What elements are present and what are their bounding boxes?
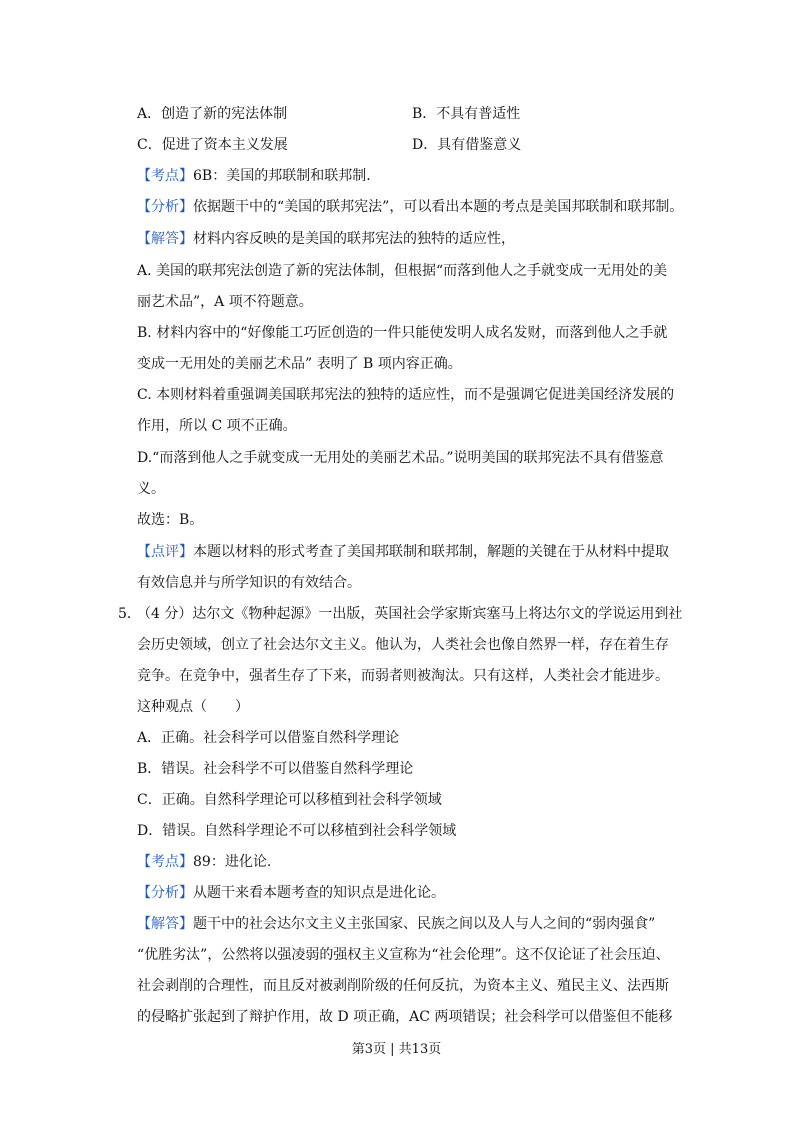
kaodian-tag: 【考点】 <box>137 168 193 184</box>
q5-fenxi-text: 从题干来看本题考查的知识点是进化论。 <box>193 885 445 901</box>
q5-jieda-tag: 【解答】 <box>137 916 193 932</box>
option-a: A．创造了新的宪法体制 <box>137 106 288 122</box>
question-stem-line: 会历史领域，创立了社会达尔文主义。他认为，人类社会也像自然界一样，存在着生存 <box>137 637 669 653</box>
q5-option-a: A．正确。社会科学可以借鉴自然科学理论 <box>137 730 400 746</box>
question-stem-line: 竞争。在竞争中，强者生存了下来，而弱者则被淘汰。只有这样，人类社会才能进步。 <box>137 668 669 684</box>
question-stem-line: 这种观点（ ） <box>137 699 249 715</box>
option-d: D．具有借鉴意义 <box>412 137 522 153</box>
page-footer: 第3页 | 共13页 <box>351 1042 442 1057</box>
jieda-text: 材料内容反映的是美国的联邦宪法的独特的适应性， <box>193 231 515 247</box>
jieda-paragraph-line: 作用，所以 C 项不正确。 <box>137 418 297 434</box>
jieda-tag: 【解答】 <box>137 231 193 247</box>
fenxi-tag: 【分析】 <box>137 199 193 215</box>
q5-jieda-line <box>137 913 655 933</box>
jieda-paragraph-line: 丽艺术品”，A 项不符题意。 <box>137 294 313 310</box>
q5-kaodian-text: 89：进化论. <box>193 854 272 870</box>
dianping-line <box>137 541 669 561</box>
jieda-paragraph-line: B. 材料内容中的“好像能工巧匠创造的一件只能使发明人成名发财，而落到他人之手就 <box>137 325 668 341</box>
q5-option-c: C．正确。自然科学理论可以移植到社会科学领域 <box>137 792 442 808</box>
q5-fenxi-tag: 【分析】 <box>137 885 193 901</box>
kaodian-text: 6B：美国的邦联制和联邦制. <box>193 168 371 184</box>
jieda-paragraph-line: 变成一无用处的美丽艺术品” 表明了 B 项内容正确。 <box>137 356 462 372</box>
q5-option-b: B．错误。社会科学不可以借鉴自然科学理论 <box>137 761 414 777</box>
jieda-paragraph-line: C. 本则材料着重强调美国联邦宪法的独特的适应性，而不是强调它促进美国经济发展的 <box>137 387 675 403</box>
q5-fenxi-line <box>137 882 445 902</box>
q5-jieda-paragraph-line: 社会剥削的合理性，而且反对被剥削阶级的任何反抗，为资本主义、殖民主义、法西斯 <box>137 978 669 994</box>
jieda-line <box>137 228 515 248</box>
q5-jieda-text: 题干中的社会达尔文主义主张国家、民族之间以及人与人之间的“弱肉强食” <box>193 916 656 932</box>
dianping-cont: 有效信息并与所学知识的有效结合。 <box>137 575 361 591</box>
jieda-paragraph-line: A. 美国的联邦宪法创造了新的宪法体制，但根据“而落到他人之手就变成一无用处的美 <box>137 263 668 279</box>
q5-kaodian-line <box>137 851 271 871</box>
q5-jieda-paragraph-line: “优胜劣汰”，公然将以强凌弱的强权主义宣称为“社会伦理”。这不仅论证了社会压迫、 <box>137 947 670 963</box>
dianping-text: 本题以材料的形式考查了美国邦联制和联邦制，解题的关键在于从材料中提取 <box>193 544 669 560</box>
kaodian-line <box>137 165 371 185</box>
dianping-tag: 【点评】 <box>137 544 193 560</box>
q5-kaodian-tag: 【考点】 <box>137 854 193 870</box>
question-stem-line: （4 分）达尔文《物种起源》一出版，英国社会学家斯宾塞马上将达尔文的学说运用到社 <box>137 606 683 622</box>
fenxi-text: 依据题干中的“美国的联邦宪法”，可以看出本题的考点是美国邦联制和联邦制。 <box>193 199 684 215</box>
option-c: C．促进了资本主义发展 <box>137 137 288 153</box>
jieda-paragraph-line: D.“而落到他人之手就变成一无用处的美丽艺术品。”说明美国的联邦宪法不具有借鉴意 <box>137 450 664 466</box>
jieda-answer-line: 故选：B。 <box>137 512 204 528</box>
question-number: 5． <box>118 606 141 622</box>
jieda-paragraph-line: 义。 <box>137 481 165 497</box>
fenxi-line <box>137 196 683 216</box>
q5-option-d: D．错误。自然科学理论不可以移植到社会科学领域 <box>137 823 457 839</box>
option-b: B．不具有普适性 <box>412 106 521 122</box>
q5-jieda-paragraph-line: 的侵略扩张起到了辩护作用，故 D 项正确，AC 两项错误；社会科学可以借鉴但不能移 <box>137 1009 673 1025</box>
